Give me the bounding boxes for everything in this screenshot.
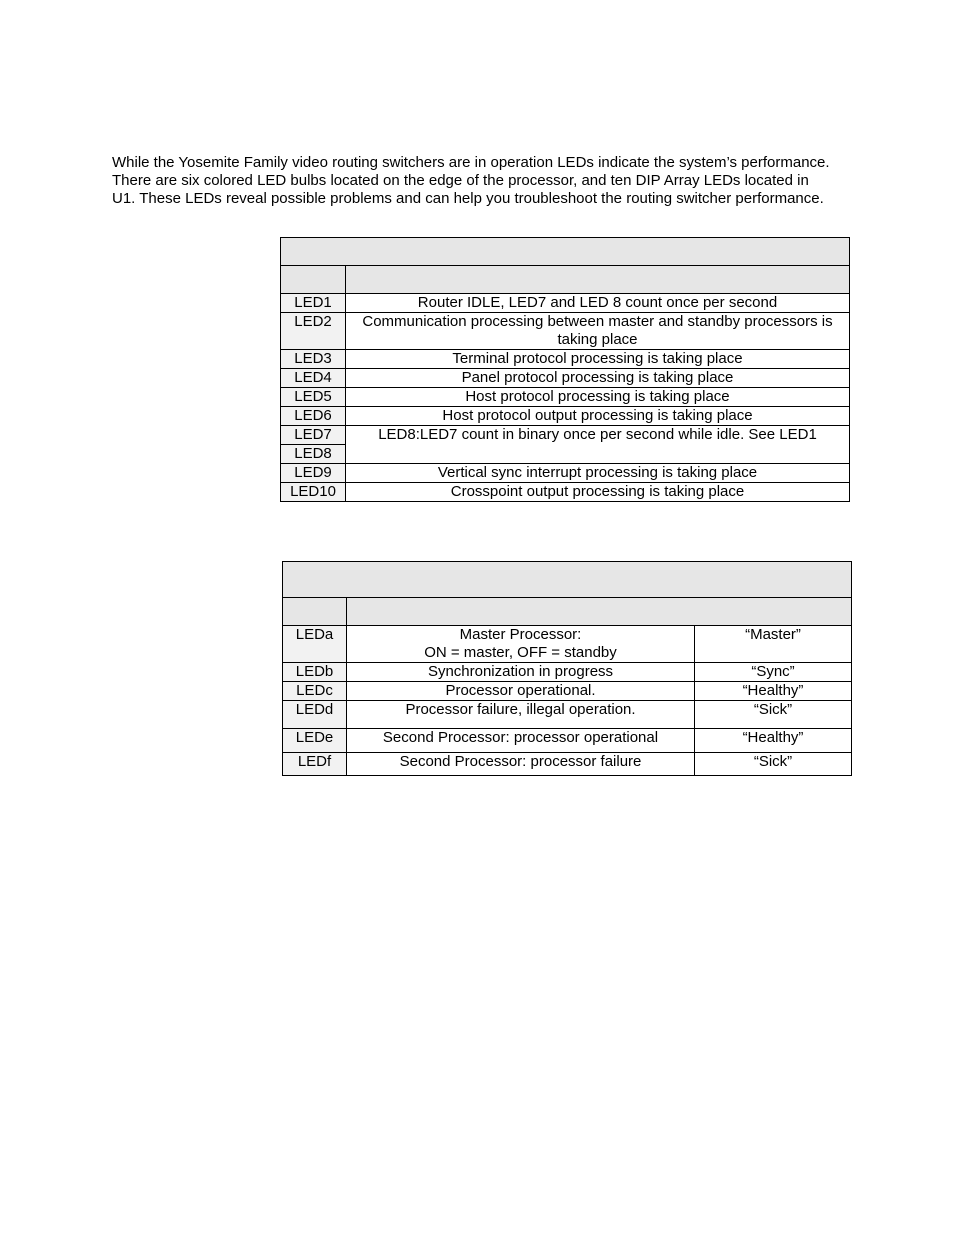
- led-id-cell: LED8: [281, 445, 346, 464]
- table-header-row: [281, 266, 850, 294]
- led-id-cell: LEDa: [283, 626, 347, 663]
- table-row: [281, 294, 850, 313]
- table-row: [283, 626, 852, 663]
- led-id-cell: LED5: [281, 388, 346, 407]
- led-description-cell: Host protocol output processing is taking place: [346, 407, 850, 426]
- description-line: Master Processor:: [459, 626, 582, 643]
- led-id-cell: LEDf: [283, 753, 347, 776]
- led-id-cell: LEDc: [283, 682, 347, 701]
- led-id-cell: LED10: [281, 483, 346, 502]
- led-id-cell: LED9: [281, 464, 346, 483]
- led-label-cell: “Sick”: [695, 701, 852, 729]
- led-description-cell: Host protocol processing is taking place: [346, 388, 850, 407]
- led-label-cell: “Master”: [695, 626, 852, 663]
- led-label-cell: “Healthy”: [695, 682, 852, 701]
- table-title-cell: [281, 238, 850, 266]
- led-id-cell: LED7: [281, 426, 346, 445]
- led-id-cell: LEDd: [283, 701, 347, 729]
- table-row: [283, 701, 852, 729]
- description-line: ON = master, OFF = standby: [424, 644, 617, 661]
- processor-led-table: [282, 561, 852, 776]
- led-description-cell: Vertical sync interrupt processing is taking place: [346, 464, 850, 483]
- table-header-row: [283, 598, 852, 626]
- table-row: [281, 483, 850, 502]
- led-label-cell: “Sick”: [695, 753, 852, 776]
- led-description-cell: [347, 626, 695, 663]
- led-description-cell: Second Processor: processor failure: [347, 753, 695, 776]
- led-id-cell: LEDb: [283, 663, 347, 682]
- led-description-cell: Router IDLE, LED7 and LED 8 count once per second: [346, 294, 850, 313]
- table-row: [283, 682, 852, 701]
- led-description-cell: Panel protocol processing is taking place: [346, 369, 850, 388]
- table-row: [281, 388, 850, 407]
- led-description-cell: LED8:LED7 count in binary once per second while idle. See LED1: [346, 426, 850, 464]
- table-row: [281, 464, 850, 483]
- table-row: [281, 313, 850, 350]
- description-column-header: [346, 266, 850, 294]
- led-id-cell: LED2: [281, 313, 346, 350]
- description-column-header: [347, 598, 852, 626]
- led-id-cell: LED1: [281, 294, 346, 313]
- led-description-cell: Terminal protocol processing is taking place: [346, 350, 850, 369]
- table-row: [281, 350, 850, 369]
- led-description-cell: Communication processing between master and standby processors is taking place: [346, 313, 850, 350]
- table-row: [281, 369, 850, 388]
- table-row: [281, 407, 850, 426]
- table-title-cell: [283, 562, 852, 598]
- led-id-cell: LEDe: [283, 729, 347, 753]
- led-column-header: [283, 598, 347, 626]
- led-description-cell: Synchronization in progress: [347, 663, 695, 682]
- led-id-cell: LED6: [281, 407, 346, 426]
- led-description-cell: Processor failure, illegal operation.: [347, 701, 695, 729]
- table-title-row: [283, 562, 852, 598]
- led-description-cell: Crosspoint output processing is taking place: [346, 483, 850, 502]
- led-label-cell: “Sync”: [695, 663, 852, 682]
- table-row: [283, 753, 852, 776]
- dip-array-led-table: [280, 237, 850, 502]
- led-column-header: [281, 266, 346, 294]
- table-title-row: [281, 238, 850, 266]
- led-description-cell: Second Processor: processor operational: [347, 729, 695, 753]
- led-label-cell: “Healthy”: [695, 729, 852, 753]
- intro-paragraph: While the Yosemite Family video routing switchers are in operation LEDs indicate the system’s performance. There are six colored LED bulbs located on the edge of the processor, and ten DIP Array LEDs located in U1. These LEDs reveal possible problems and can help you troubleshoot the routing switcher performance.: [112, 154, 830, 207]
- led-description-cell: Processor operational.: [347, 682, 695, 701]
- led-id-cell: LED3: [281, 350, 346, 369]
- table-row: [283, 663, 852, 682]
- led-id-cell: LED4: [281, 369, 346, 388]
- table-row: [283, 729, 852, 753]
- table-row: [281, 426, 850, 445]
